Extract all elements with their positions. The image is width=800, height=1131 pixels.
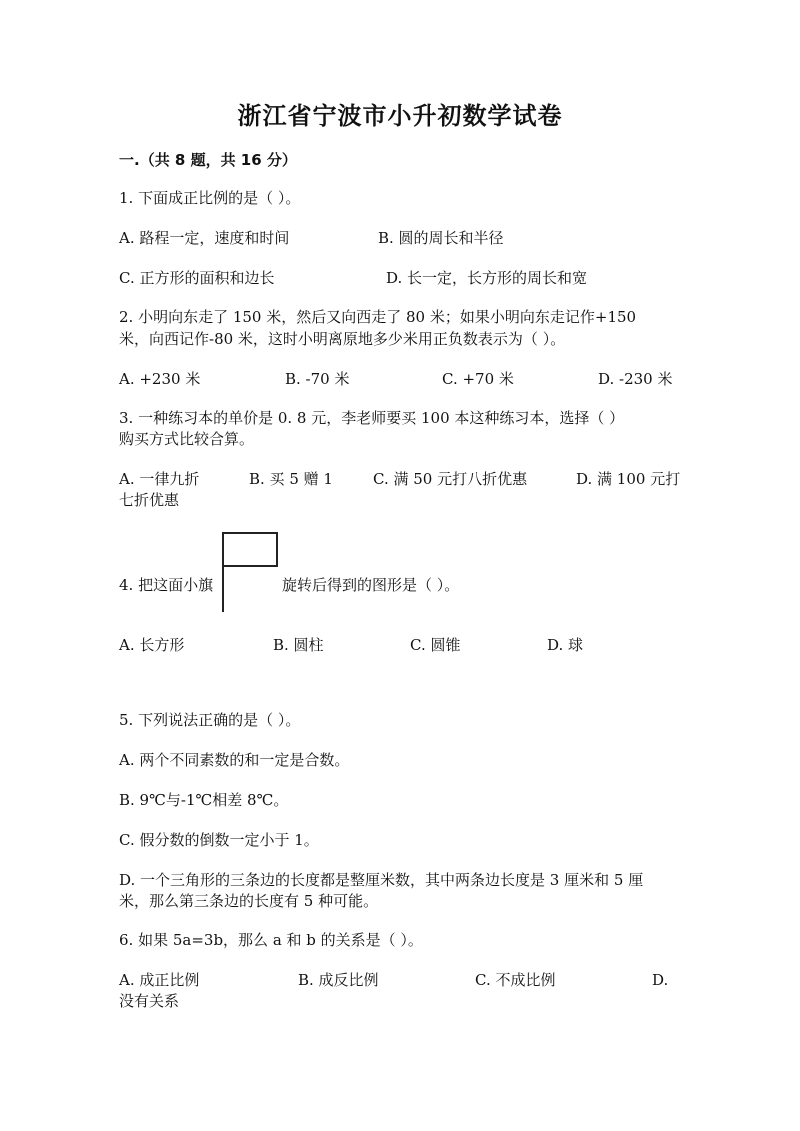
- question-2-option-c: C. +70 米: [442, 370, 514, 388]
- question-3-option-a: A. 一律九折: [119, 470, 200, 488]
- question-5-option-a: A. 两个不同素数的和一定是合数。: [119, 751, 350, 769]
- question-4-stem-after-figure: 旋转后得到的图形是（ ）。: [282, 576, 460, 594]
- question-6-option-c: C. 不成比例: [475, 971, 556, 989]
- flag-figure: [220, 530, 282, 614]
- question-1-stem: 1. 下面成正比例的是（ ）。: [119, 189, 301, 207]
- question-4-stem-before-figure: 4. 把这面小旗: [119, 576, 214, 594]
- exam-title: 浙江省宁波市小升初数学试卷: [237, 102, 563, 130]
- question-5-option-b: B. 9℃与-1℃相差 8℃。: [119, 791, 289, 809]
- question-4-option-c: C. 圆锥: [410, 636, 461, 654]
- question-4-option-b: B. 圆柱: [273, 636, 324, 654]
- question-5-option-c: C. 假分数的倒数一定小于 1。: [119, 831, 319, 849]
- question-1-option-a: A. 路程一定，速度和时间: [119, 229, 290, 247]
- question-3-option-c: C. 满 50 元打八折优惠: [373, 470, 528, 488]
- question-1-option-d: D. 长一定，长方形的周长和宽: [386, 269, 588, 287]
- question-3-option-b: B. 买 5 赠 1: [249, 470, 333, 488]
- question-5-option-d-continued: 米，那么第三条边的长度有 5 种可能。: [119, 892, 379, 910]
- question-6-option-a: A. 成正比例: [119, 971, 200, 989]
- question-2-option-a: A. +230 米: [119, 370, 201, 388]
- question-6-option-b: B. 成反比例: [298, 971, 379, 989]
- question-3-stem-line-2: 购买方式比较合算。: [119, 430, 255, 448]
- question-5-stem: 5. 下列说法正确的是（ ）。: [119, 711, 301, 729]
- question-2-stem-line-1: 2. 小明向东走了 150 米，然后又向西走了 80 米；如果小明向东走记作+150: [119, 308, 637, 326]
- question-1-option-c: C. 正方形的面积和边长: [119, 269, 275, 287]
- question-4-option-a: A. 长方形: [119, 636, 185, 654]
- question-1-option-b: B. 圆的周长和半径: [378, 229, 504, 247]
- question-3-stem-line-1: 3. 一种练习本的单价是 0. 8 元，李老师要买 100 本这种练习本，选择（ ）: [119, 409, 625, 427]
- flag-banner: [223, 533, 277, 566]
- question-4-option-d: D. 球: [547, 636, 584, 654]
- question-6-option-d-continued: 没有关系: [119, 992, 180, 1010]
- question-2-option-b: B. -70 米: [285, 370, 350, 388]
- question-2-option-d: D. -230 米: [598, 370, 673, 388]
- question-6-stem: 6. 如果 5a=3b，那么 a 和 b 的关系是（ ）。: [119, 931, 423, 949]
- question-2-stem-line-2: 米，向西记作-80 米，这时小明离原地多少米用正负数表示为（ ）。: [119, 330, 566, 348]
- question-3-option-d-continued: 七折优惠: [119, 491, 180, 509]
- question-6-option-d: D.: [652, 971, 669, 989]
- question-3-option-d: D. 满 100 元打: [576, 470, 681, 488]
- question-5-option-d: D. 一个三角形的三条边的长度都是整厘米数，其中两条边长度是 3 厘米和 5 厘: [119, 871, 644, 889]
- section-header: 一.（共 8 题，共 16 分）: [119, 151, 297, 169]
